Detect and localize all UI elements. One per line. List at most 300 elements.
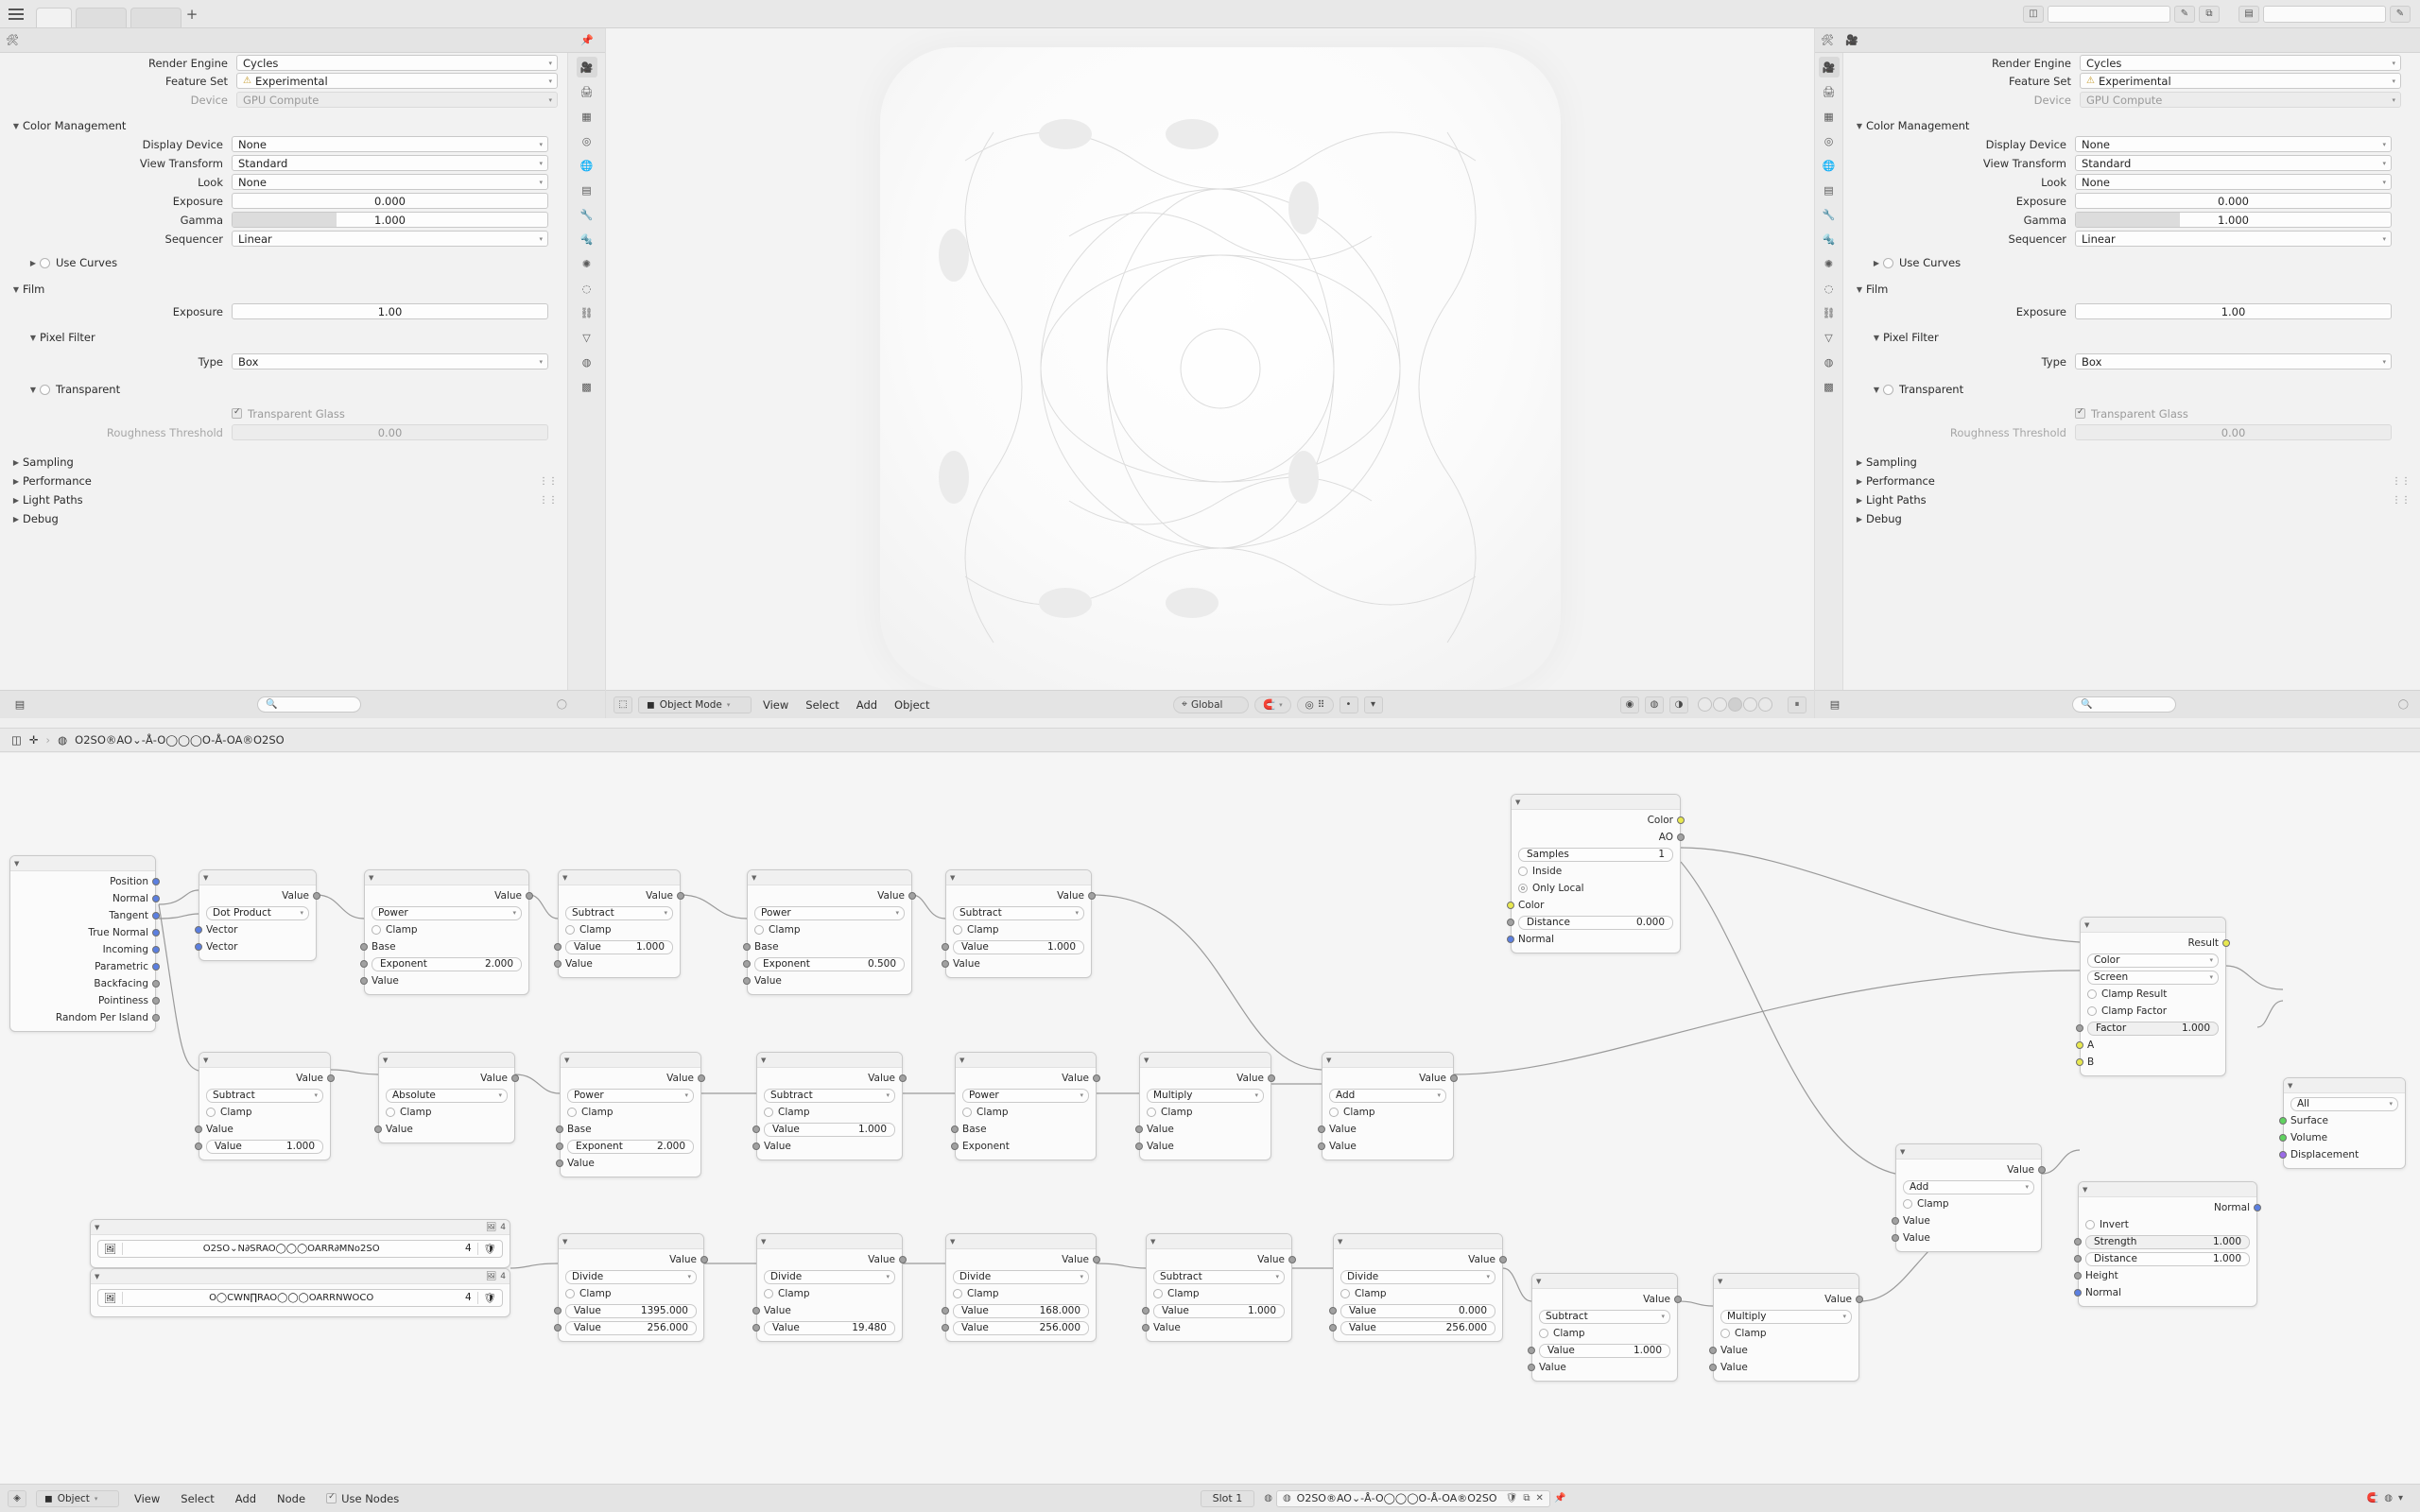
socket-icon[interactable] (1709, 1364, 1717, 1371)
node-header[interactable] (199, 1053, 330, 1068)
node-header[interactable] (956, 1053, 1096, 1068)
use-nodes-checkbox[interactable] (326, 1493, 337, 1503)
operation-value-wrap[interactable] (1329, 1089, 1446, 1103)
operation-value-wrap[interactable] (565, 906, 673, 920)
tool-tab-object-icon[interactable]: 🔧 (1822, 208, 1836, 221)
socket-icon[interactable] (2074, 1255, 2082, 1263)
node-output-value[interactable] (365, 887, 528, 904)
value-wrap-1[interactable] (1153, 1304, 1285, 1318)
node-input-value[interactable] (946, 955, 1091, 972)
proportional-edit-toggle[interactable] (1297, 696, 1334, 713)
operation-value-wrap[interactable] (567, 1089, 694, 1103)
tool-tab-output-icon[interactable]: 🖨 (1822, 85, 1836, 98)
socket-icon[interactable] (360, 943, 368, 951)
node-input-vector-1[interactable] (199, 921, 316, 938)
tool-tab-render-icon[interactable]: 🎥 (577, 57, 597, 77)
socket-icon[interactable] (2074, 1289, 2082, 1297)
clamp-checkbox[interactable] (1340, 1289, 1350, 1298)
tool-tab-material-icon[interactable]: ◍ (1824, 355, 1834, 369)
operation-value-wrap[interactable] (1153, 1270, 1285, 1284)
snap-toggle[interactable] (1254, 696, 1291, 713)
new-viewlayer-icon[interactable]: ✎ (2390, 6, 2411, 23)
transparent-checkbox[interactable] (40, 385, 50, 395)
snap-icon[interactable]: 🧲 (2366, 1493, 2379, 1503)
menu-add[interactable]: Add (234, 1491, 257, 1505)
socket-icon[interactable] (2074, 1272, 2082, 1280)
node-header[interactable] (2079, 1182, 2256, 1197)
clamp-toggle[interactable] (946, 1285, 1096, 1302)
node-input-color[interactable] (1512, 897, 1680, 914)
value-wrap-1[interactable] (565, 1304, 697, 1318)
socket-icon[interactable] (1318, 1143, 1325, 1150)
socket-icon[interactable] (327, 1074, 335, 1082)
socket-icon[interactable] (1856, 1296, 1863, 1303)
node-input-value-1[interactable] (1714, 1342, 1858, 1359)
shading-options-icon[interactable] (1758, 697, 1772, 712)
node-output-value[interactable] (379, 1070, 514, 1087)
tool-tab-output-icon[interactable]: 🖨 (579, 85, 594, 98)
node-header[interactable] (1512, 795, 1680, 810)
node-output-value[interactable] (946, 1251, 1096, 1268)
node-output-result[interactable] (2081, 935, 2225, 952)
clamp-result-toggle[interactable] (2081, 986, 2225, 1003)
sequencer-dropdown[interactable] (2075, 231, 2392, 247)
socket-icon[interactable] (195, 943, 202, 951)
socket-icon[interactable] (152, 980, 160, 988)
node-input-value-1[interactable] (1896, 1212, 2041, 1229)
node-input-displacement[interactable] (2284, 1146, 2405, 1163)
transparent-glass-checkbox[interactable] (2075, 408, 2085, 419)
clamp-toggle[interactable] (559, 1285, 703, 1302)
node-input-base[interactable] (365, 938, 528, 955)
socket-icon[interactable] (1677, 816, 1685, 824)
value-field[interactable] (559, 938, 680, 955)
node-input-value-2[interactable] (1147, 1319, 1291, 1336)
clamp-checkbox[interactable] (953, 1289, 962, 1298)
node-header[interactable] (91, 1220, 510, 1235)
socket-icon[interactable] (1892, 1217, 1899, 1225)
socket-icon[interactable] (2279, 1117, 2287, 1125)
copy-scene-icon[interactable]: ⧉ (2199, 6, 2220, 23)
value-wrap-1[interactable] (953, 1304, 1089, 1318)
operation-value-wrap[interactable] (953, 1270, 1089, 1284)
render-properties-icon[interactable]: 🎥 (1845, 34, 1858, 46)
node-input-value-2[interactable] (1140, 1138, 1270, 1155)
inside-checkbox[interactable] (1518, 867, 1528, 876)
socket-icon[interactable] (2254, 1204, 2261, 1211)
editor-type-icon[interactable]: ⬚ (614, 696, 632, 713)
socket-icon[interactable] (2279, 1134, 2287, 1142)
socket-icon[interactable] (942, 943, 949, 951)
pin-icon[interactable]: 📌 (1553, 1493, 1566, 1503)
socket-icon[interactable] (2076, 1024, 2083, 1032)
socket-icon[interactable] (2038, 1166, 2046, 1174)
shading-wireframe-icon[interactable] (1698, 697, 1712, 712)
socket-icon[interactable] (152, 946, 160, 954)
socket-icon[interactable] (554, 1324, 562, 1332)
value-field-2[interactable] (946, 1319, 1096, 1336)
new-material-icon[interactable]: ⧉ (1523, 1493, 1530, 1503)
socket-icon[interactable] (752, 1143, 760, 1150)
math-subtract-node-6[interactable] (1531, 1273, 1678, 1382)
node-input-b[interactable] (2081, 1054, 2225, 1071)
geometry-node[interactable] (9, 855, 156, 1032)
workspace-tab-2[interactable] (76, 8, 127, 27)
clamp-checkbox[interactable] (565, 1289, 575, 1298)
clamp-toggle[interactable] (561, 1104, 700, 1121)
node-input-base[interactable] (956, 1121, 1096, 1138)
shield-icon[interactable]: 🛡 (477, 1292, 502, 1304)
operation-dropdown[interactable] (757, 1087, 902, 1104)
node-header[interactable] (1147, 1234, 1291, 1249)
film-exposure-field[interactable] (2075, 303, 2392, 319)
operation-dropdown[interactable] (757, 1268, 902, 1285)
tool-tab-constraints-icon[interactable]: ⛓ (1822, 306, 1836, 319)
menu-select[interactable]: Select (805, 697, 839, 712)
value-wrap-1[interactable] (1340, 1304, 1495, 1318)
material-output-node[interactable] (2283, 1077, 2406, 1169)
tool-tab-data-icon[interactable]: ▽ (582, 331, 591, 344)
clamp-toggle[interactable] (559, 921, 680, 938)
editor-type-icon[interactable]: ▤ (1829, 698, 1841, 711)
strength-field[interactable] (2079, 1233, 2256, 1250)
math-multiply-node-1[interactable] (1139, 1052, 1271, 1160)
image-icon[interactable]: 🖼 (485, 1222, 497, 1232)
node-output-value[interactable] (1140, 1070, 1270, 1087)
section-color-management[interactable] (0, 116, 567, 135)
shading-mode-group[interactable] (1698, 697, 1772, 712)
shield-icon[interactable]: 🛡 (1505, 1493, 1518, 1503)
socket-icon[interactable] (554, 1307, 562, 1314)
node-input-base[interactable] (561, 1121, 700, 1138)
operation-dropdown[interactable] (946, 904, 1091, 921)
operation-value-wrap[interactable] (206, 1089, 323, 1103)
tool-tab-world-icon[interactable]: 🌐 (579, 159, 594, 172)
exponent-field[interactable] (365, 955, 528, 972)
clamp-toggle[interactable] (379, 1104, 514, 1121)
clamp-checkbox[interactable] (764, 1289, 773, 1298)
socket-icon[interactable] (2076, 1058, 2083, 1066)
clamp-toggle[interactable] (1532, 1325, 1677, 1342)
socket-icon[interactable] (951, 1125, 959, 1133)
image-datablock-row[interactable] (91, 1237, 510, 1260)
transform-orientation-dropdown[interactable] (1173, 696, 1249, 713)
pixel-filter-type-dropdown[interactable] (2075, 353, 2392, 369)
math-subtract-node-4[interactable] (756, 1052, 903, 1160)
socket-icon[interactable] (1142, 1307, 1150, 1314)
shield-icon[interactable]: 🛡 (477, 1243, 502, 1255)
operation-value-wrap[interactable] (754, 906, 905, 920)
value-wrap[interactable] (565, 940, 673, 954)
node-input-value[interactable] (199, 1121, 330, 1138)
exponent-field[interactable] (748, 955, 911, 972)
look-dropdown[interactable] (232, 174, 548, 190)
node-header[interactable] (199, 870, 316, 885)
node-header[interactable] (379, 1053, 514, 1068)
operation-value-wrap[interactable] (764, 1089, 895, 1103)
node-input-normal[interactable] (1512, 931, 1680, 948)
tool-tab-physics-icon[interactable]: ◌ (1824, 282, 1834, 295)
section-debug[interactable] (1843, 509, 2420, 528)
node-output-value[interactable] (1532, 1291, 1677, 1308)
clamp-checkbox[interactable] (1539, 1329, 1548, 1338)
operation-dropdown[interactable] (365, 904, 528, 921)
socket-icon[interactable] (752, 1125, 760, 1133)
socket-icon[interactable] (152, 912, 160, 919)
value-wrap-2[interactable] (565, 1321, 697, 1335)
node-output-parametric[interactable] (10, 958, 155, 975)
operation-dropdown[interactable] (561, 1087, 700, 1104)
mode-selector[interactable] (638, 696, 752, 713)
clamp-checkbox[interactable] (372, 925, 381, 935)
clamp-toggle[interactable] (946, 921, 1091, 938)
math-divide-node-1[interactable] (558, 1233, 704, 1342)
socket-icon[interactable] (1674, 1296, 1682, 1303)
feature-set-dropdown[interactable] (236, 73, 558, 89)
socket-icon[interactable] (2076, 1041, 2083, 1049)
section-transparent[interactable] (0, 380, 567, 399)
clamp-toggle[interactable] (1147, 1285, 1291, 1302)
samples-value-wrap[interactable] (1518, 848, 1673, 862)
node-header[interactable] (946, 1234, 1096, 1249)
operation-dropdown[interactable] (559, 1268, 703, 1285)
math-absolute-node[interactable] (378, 1052, 515, 1143)
socket-icon[interactable] (1135, 1125, 1143, 1133)
only-local-toggle[interactable] (1512, 880, 1680, 897)
operation-value-wrap[interactable] (565, 1270, 697, 1284)
operation-dropdown[interactable] (748, 904, 911, 921)
node-output-value[interactable] (559, 1251, 703, 1268)
xray-icon[interactable]: ◑ (1669, 696, 1688, 713)
editor-type-icon[interactable]: 🛠 (1821, 34, 1834, 46)
clamp-toggle[interactable] (1896, 1195, 2041, 1212)
snap-target-button[interactable]: • (1340, 696, 1358, 713)
tool-tab-texture-icon[interactable]: ▩ (581, 380, 592, 393)
image-datablock-row[interactable] (91, 1286, 510, 1309)
node-input-value[interactable] (748, 972, 911, 989)
math-multiply-node-2[interactable] (1713, 1273, 1859, 1382)
clamp-toggle[interactable] (757, 1285, 902, 1302)
math-add-node-1[interactable] (1322, 1052, 1454, 1160)
socket-icon[interactable] (942, 1307, 949, 1314)
invert-toggle[interactable] (2079, 1216, 2256, 1233)
exposure-slider[interactable] (232, 193, 548, 209)
value-field-1[interactable] (946, 1302, 1096, 1319)
workspace-tab-3[interactable] (130, 8, 182, 27)
menu-select[interactable]: Select (181, 1491, 215, 1505)
distance-value-wrap[interactable] (1518, 916, 1673, 930)
distance-field[interactable] (1512, 914, 1680, 931)
view-layer-field[interactable] (2263, 6, 2386, 23)
clamp-toggle[interactable] (1322, 1104, 1453, 1121)
tool-tab-material-icon[interactable]: ◍ (581, 355, 592, 369)
distance-field[interactable] (2079, 1250, 2256, 1267)
view-transform-dropdown[interactable] (232, 155, 548, 171)
socket-icon[interactable] (195, 1143, 202, 1150)
resize-handle[interactable]: ◯ (2397, 699, 2409, 710)
vector-math-dot-product-node[interactable] (199, 869, 317, 961)
socket-icon[interactable] (554, 960, 562, 968)
section-light-paths[interactable] (0, 490, 567, 509)
math-subtract-node-1[interactable] (558, 869, 681, 978)
socket-icon[interactable] (1093, 1256, 1100, 1263)
render-engine-dropdown[interactable] (236, 55, 558, 71)
socket-icon[interactable] (1677, 833, 1685, 841)
browse-material-icon[interactable]: ◍ (1264, 1493, 1272, 1503)
section-sampling[interactable] (1843, 453, 2420, 472)
look-dropdown[interactable] (2075, 174, 2392, 190)
blend-mode-dropdown[interactable] (2081, 969, 2225, 986)
tool-tab-viewlayer-icon[interactable]: ▦ (1824, 110, 1834, 123)
section-film[interactable] (1843, 280, 2420, 299)
clamp-checkbox[interactable] (1153, 1289, 1163, 1298)
socket-icon[interactable] (1507, 936, 1514, 943)
socket-icon[interactable] (942, 960, 949, 968)
tool-tab-particles-icon[interactable]: ✺ (1824, 257, 1834, 270)
device-dropdown[interactable] (2080, 92, 2401, 108)
node-output-value[interactable] (748, 887, 911, 904)
workspace-tab-1[interactable] (36, 8, 72, 27)
node-input-value[interactable] (561, 1155, 700, 1172)
sequencer-dropdown[interactable] (232, 231, 548, 247)
only-local-checkbox[interactable] (1518, 884, 1528, 893)
math-divide-node-4[interactable] (1333, 1233, 1503, 1342)
socket-icon[interactable] (152, 997, 160, 1005)
tool-tab-collection-icon[interactable]: ▤ (581, 183, 592, 197)
menu-add[interactable]: Add (856, 697, 878, 712)
node-output-normal[interactable] (10, 890, 155, 907)
socket-icon[interactable] (556, 1125, 563, 1133)
operation-value-wrap[interactable] (206, 906, 309, 920)
menu-object[interactable]: Object (894, 697, 930, 712)
tool-tab-constraints-icon[interactable]: ⛓ (579, 306, 594, 319)
node-input-vector-2[interactable] (199, 938, 316, 955)
blend-mode-wrap[interactable] (2087, 971, 2219, 985)
value-field-1[interactable] (1147, 1302, 1291, 1319)
section-performance[interactable] (1843, 472, 2420, 490)
editor-type-icon[interactable]: ◫ (11, 733, 22, 747)
image-icon[interactable]: 🖼 (98, 1243, 123, 1255)
clamp-toggle[interactable] (199, 1104, 330, 1121)
operation-value-wrap[interactable] (386, 1089, 508, 1103)
socket-icon[interactable] (152, 878, 160, 885)
x-icon[interactable]: ✕ (1535, 1493, 1544, 1503)
clamp-checkbox[interactable] (962, 1108, 972, 1117)
socket-icon[interactable] (152, 1014, 160, 1022)
data-type-dropdown[interactable] (2081, 952, 2225, 969)
clamp-factor-checkbox[interactable] (2087, 1006, 2097, 1016)
display-device-dropdown[interactable] (232, 136, 548, 152)
socket-icon[interactable] (556, 1143, 563, 1150)
node-input-normal[interactable] (2079, 1284, 2256, 1301)
node-header[interactable] (1714, 1274, 1858, 1289)
value-wrap[interactable] (206, 1140, 323, 1154)
node-output-value[interactable] (561, 1070, 700, 1087)
socket-icon[interactable] (511, 1074, 519, 1082)
hamburger-icon[interactable] (0, 0, 32, 28)
pin-icon[interactable]: 📌 (580, 34, 594, 46)
node-header[interactable] (1322, 1053, 1453, 1068)
material-selector-group[interactable] (1264, 1490, 1565, 1507)
value-field[interactable] (757, 1121, 902, 1138)
tool-tab-world-icon[interactable]: 🌐 (1822, 159, 1836, 172)
shading-rendered-icon[interactable] (1743, 697, 1757, 712)
menu-view[interactable]: View (763, 697, 789, 712)
image-icon[interactable]: 🖼 (98, 1292, 123, 1304)
roughness-threshold-field[interactable] (232, 424, 548, 440)
overlays-icon[interactable]: ◍ (1645, 696, 1664, 713)
pixel-filter-type-dropdown[interactable] (232, 353, 548, 369)
render-engine-dropdown[interactable] (2080, 55, 2401, 71)
socket-icon[interactable] (2279, 1151, 2287, 1159)
exposure-slider[interactable] (2075, 193, 2392, 209)
scene-field[interactable] (2048, 6, 2170, 23)
tool-tab-modifier-icon[interactable]: 🔩 (1822, 232, 1836, 246)
device-dropdown[interactable] (236, 92, 558, 108)
node-output-pointiness[interactable] (10, 992, 155, 1009)
clamp-toggle[interactable] (365, 921, 528, 938)
material-datablock-field[interactable] (1276, 1490, 1550, 1507)
factor-value-wrap[interactable] (2087, 1022, 2219, 1036)
section-use-curves[interactable] (0, 253, 567, 272)
math-subtract-node-5[interactable] (1146, 1233, 1292, 1342)
clamp-toggle[interactable] (1334, 1285, 1502, 1302)
socket-icon[interactable] (1528, 1364, 1535, 1371)
node-header[interactable] (1896, 1144, 2041, 1160)
use-nodes-toggle[interactable] (326, 1492, 399, 1505)
image-texture-group-node-1[interactable] (90, 1219, 510, 1268)
socket-icon[interactable] (374, 1125, 382, 1133)
bump-node[interactable] (2078, 1181, 2257, 1307)
shader-node-editor[interactable] (0, 753, 2420, 1512)
node-input-exponent[interactable] (956, 1138, 1096, 1155)
node-header[interactable] (946, 870, 1091, 885)
clamp-toggle[interactable] (757, 1104, 902, 1121)
clamp-toggle[interactable] (748, 921, 911, 938)
node-output-normal[interactable] (2079, 1199, 2256, 1216)
value-wrap[interactable] (1539, 1344, 1670, 1358)
node-input-a[interactable] (2081, 1037, 2225, 1054)
node-header[interactable] (10, 856, 155, 871)
tool-tab-texture-icon[interactable]: ▩ (1824, 380, 1834, 393)
operation-dropdown[interactable] (1714, 1308, 1858, 1325)
scene-icon[interactable]: ◫ (2023, 6, 2044, 23)
distance-value-wrap[interactable] (2085, 1252, 2250, 1266)
mix-color-node[interactable] (2080, 917, 2226, 1076)
clamp-toggle[interactable] (1140, 1104, 1270, 1121)
socket-icon[interactable] (1329, 1324, 1337, 1332)
tool-tab-scene-icon[interactable]: ◎ (581, 134, 592, 147)
node-output-position[interactable] (10, 873, 155, 890)
node-output-true-normal[interactable] (10, 924, 155, 941)
socket-icon[interactable] (195, 1125, 202, 1133)
socket-icon[interactable] (360, 960, 368, 968)
target-dropdown[interactable] (2284, 1095, 2405, 1112)
shading-solid-icon[interactable] (1713, 697, 1727, 712)
overlay-icon[interactable]: ◍ (2384, 1493, 2393, 1503)
math-divide-node-2[interactable] (756, 1233, 903, 1342)
socket-icon[interactable] (743, 960, 751, 968)
tool-tab-collection-icon[interactable]: ▤ (1824, 183, 1834, 197)
node-header[interactable] (1140, 1053, 1270, 1068)
socket-icon[interactable] (752, 1307, 760, 1314)
socket-icon[interactable] (1499, 1256, 1507, 1263)
math-power-node-3[interactable] (560, 1052, 701, 1177)
node-header[interactable] (757, 1053, 902, 1068)
clamp-checkbox[interactable] (953, 925, 962, 935)
tool-tab-data-icon[interactable]: ▽ (1824, 331, 1833, 344)
socket-icon[interactable] (698, 1074, 705, 1082)
